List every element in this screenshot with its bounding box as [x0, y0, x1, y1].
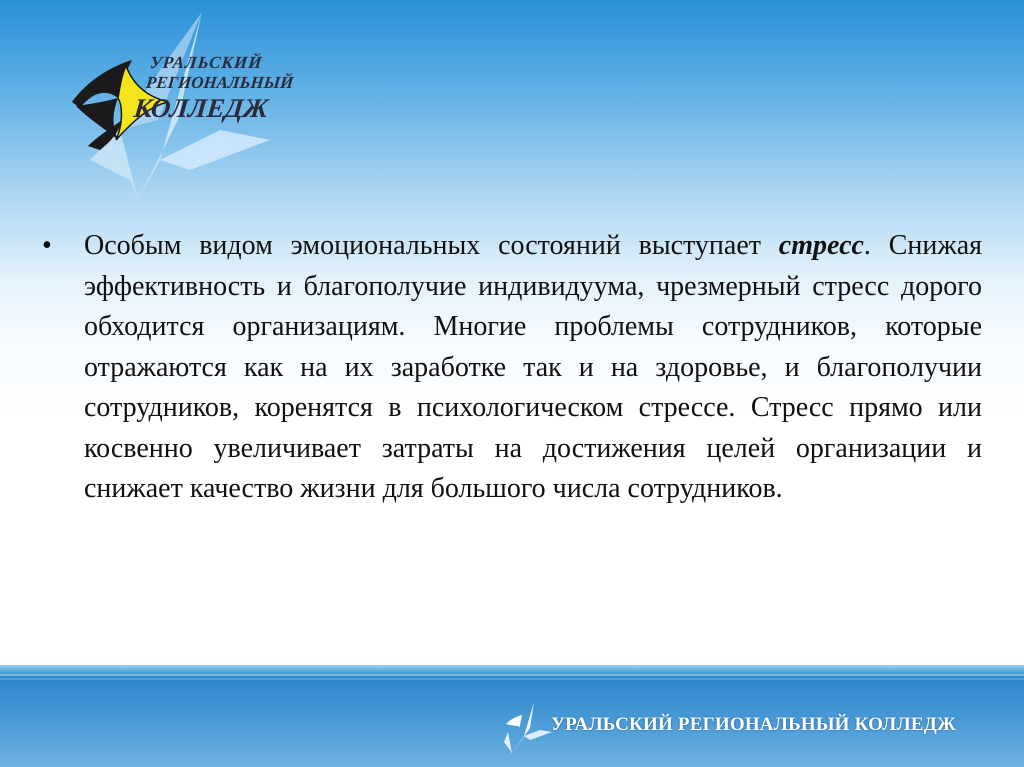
bullet-paragraph [84, 226, 982, 510]
logo-line-3: КОЛЛЕДЖ [132, 93, 270, 123]
paragraph-text-before: Особым видом эмоциональных состояний выступает [84, 230, 779, 261]
footer-divider-bottom [0, 678, 1024, 680]
slide-body [42, 226, 982, 510]
paragraph-emphasis: стресс [778, 230, 864, 261]
footer-divider-top [0, 674, 1024, 676]
footer-emblem-icon [504, 702, 552, 756]
paragraph-text-after: . Снижая эффективность и благополучие индивидуума, чрезмерный стресс дорого обходится организациям. Многие проблемы сотрудников, которые отражаются как на их заработке так и на здоровье, и благополучии сотрудников, коренятся в психологическом стрессе. Стресс прямо или косвенно увеличивает затраты на достижения целей организации и снижает качество жизни для большого числа сотрудников. [84, 230, 983, 504]
footer-college-name: УРАЛЬСКИЙ РЕГИОНАЛЬНЫЙ КОЛЛЕДЖ [551, 714, 956, 735]
logo-line-2: РЕГИОНАЛЬНЫЙ [145, 73, 295, 92]
bullet-marker: • [42, 230, 52, 261]
logo-line-1: УРАЛЬСКИЙ [149, 53, 264, 72]
